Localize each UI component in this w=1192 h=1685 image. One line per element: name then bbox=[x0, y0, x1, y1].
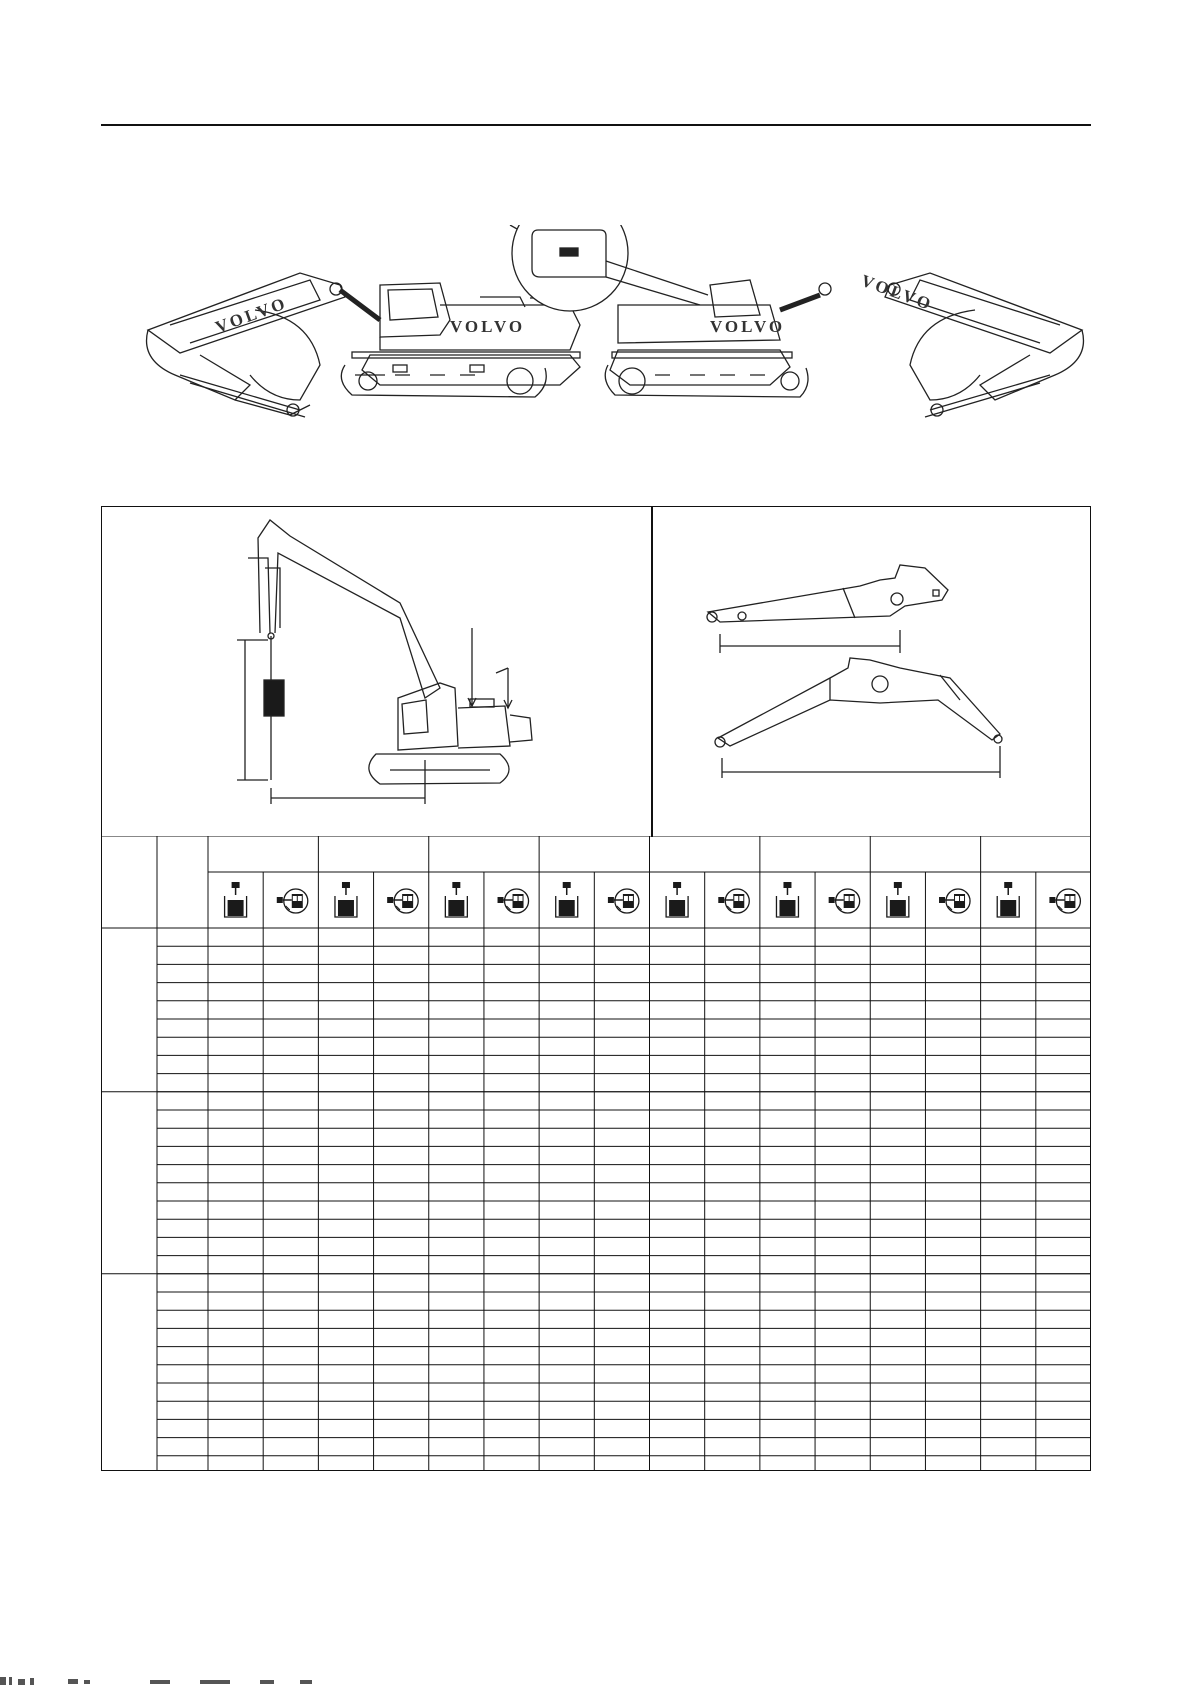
lift-over-side-icon bbox=[608, 889, 639, 913]
frame-vertical-divider bbox=[651, 506, 653, 837]
lift-over-front-icon bbox=[335, 882, 357, 917]
load-point-diagram-icon bbox=[140, 508, 630, 808]
lift-over-side-icon bbox=[1049, 889, 1080, 913]
header-rule bbox=[101, 124, 1091, 126]
lift-over-side-icon bbox=[939, 889, 970, 913]
lift-over-side-icon bbox=[498, 889, 529, 913]
lift-over-front-icon bbox=[997, 882, 1019, 917]
lift-over-front-icon bbox=[225, 882, 247, 917]
excavator-illustration bbox=[140, 225, 1090, 435]
excavator-front-view-icon bbox=[605, 270, 1083, 417]
lift-over-front-icon bbox=[556, 882, 578, 917]
lift-over-front-icon bbox=[776, 882, 798, 917]
boom-logo: VOLVO bbox=[212, 293, 290, 337]
lift-over-front-icon bbox=[445, 882, 467, 917]
body-logo-right: VOLVO bbox=[710, 317, 786, 336]
arm-drawing-icon bbox=[715, 658, 1002, 778]
lift-over-side-icon bbox=[718, 889, 749, 913]
lift-over-side-icon bbox=[277, 889, 308, 913]
lifting-capacity-table bbox=[101, 836, 1091, 1470]
boom-and-arm-drawings bbox=[700, 550, 1040, 795]
footer-scan-marks bbox=[0, 1676, 340, 1685]
lift-over-side-icon bbox=[829, 889, 860, 913]
lift-over-front-icon bbox=[666, 882, 688, 917]
body-logo: VOLVO bbox=[450, 317, 526, 336]
lift-over-side-icon bbox=[387, 889, 418, 913]
boom-drawing-icon bbox=[707, 565, 948, 653]
excavator-side-view-icon bbox=[147, 273, 580, 417]
lift-over-front-icon bbox=[887, 882, 909, 917]
boom-logo-right: VOLVO bbox=[858, 270, 936, 315]
cab-decal-detail-icon bbox=[510, 225, 708, 311]
